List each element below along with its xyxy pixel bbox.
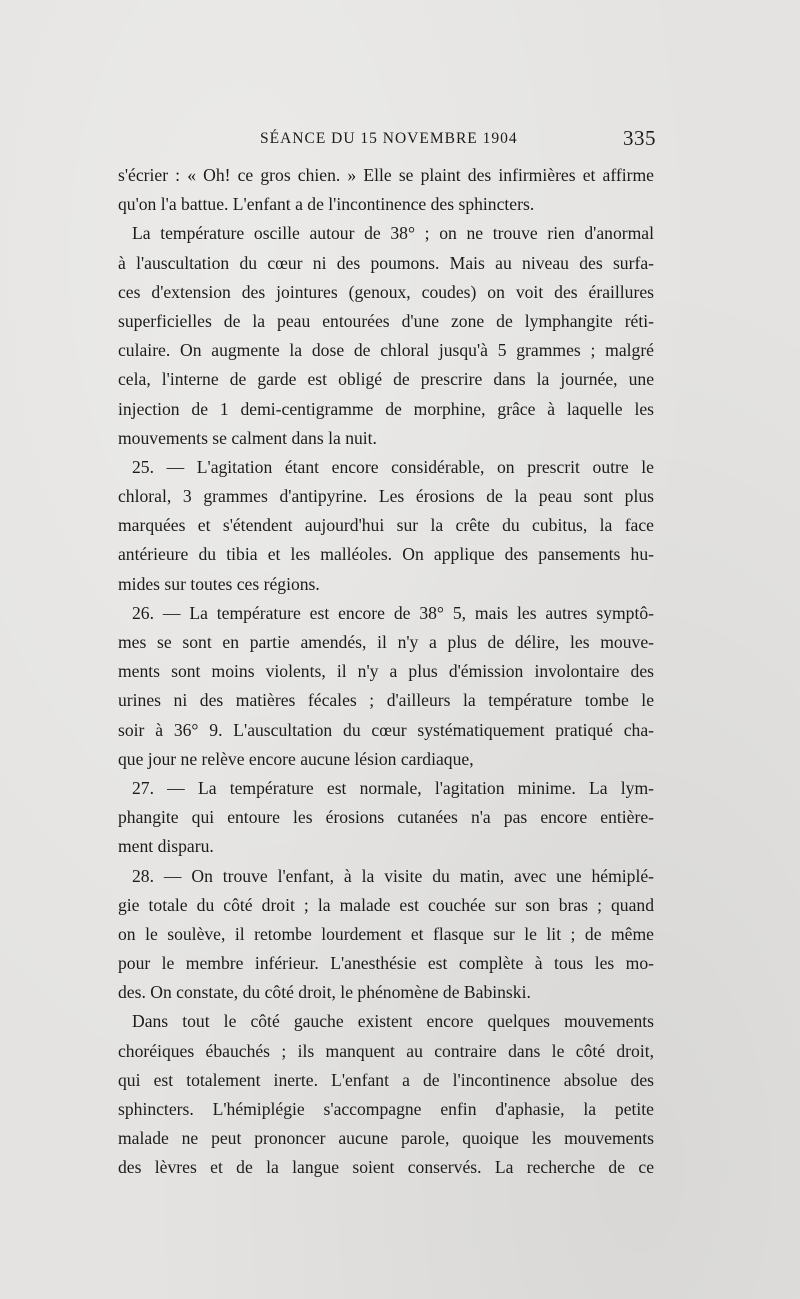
running-head: [118, 128, 654, 152]
text-line: La température oscille autour de 38° ; on ne trouve rien d'anormal: [132, 223, 654, 244]
text-line: à l'auscultation du cœur ni des poumons. Mais au niveau des surfa-: [118, 252, 654, 273]
text-line: gie totale du côté droit ; la malade est couchée sur son bras ; quand: [118, 894, 654, 915]
running-title: SÉANCE DU 15 NOVEMBRE 1904: [260, 130, 518, 147]
text-line: des lèvres et de la langue soient conservés. La recherche de ce: [118, 1157, 654, 1178]
text-line: qui est totalement inerte. L'enfant a de l'incontinence absolue des: [118, 1069, 654, 1090]
text-line: urines ni des matières fécales ; d'ailleurs la température tombe le: [118, 690, 654, 711]
text-line: superficielles de la peau entourées d'une zone de lymphangite réti-: [118, 310, 654, 331]
page-number: 335: [623, 126, 656, 150]
text-line: que jour ne relève encore aucune lésion cardiaque,: [118, 748, 474, 769]
text-line: qu'on l'a battue. L'enfant a de l'incontinence des sphincters.: [118, 194, 535, 215]
text-line: pour le membre inférieur. L'anesthésie est complète à tous les mo-: [118, 953, 654, 974]
text-line: des. On constate, du côté droit, le phénomène de Babinski.: [118, 982, 531, 1003]
text-line: on le soulève, il retombe lourdement et flasque sur le lit ; de même: [118, 923, 654, 944]
text-line: 27. — La température est normale, l'agitation minime. La lym-: [132, 777, 654, 798]
text-line: s'écrier : « Oh! ce gros chien. » Elle se plaint des infirmières et affirme: [118, 165, 654, 185]
text-line: mouvements se calment dans la nuit.: [118, 427, 377, 448]
text-line: 26. — La température est encore de 38° 5, mais les autres symptô-: [132, 602, 654, 623]
text-line: sphincters. L'hémiplégie s'accompagne enfin d'aphasie, la petite: [118, 1099, 654, 1119]
text-line: phangite qui entoure les érosions cutanées n'a pas encore entière-: [118, 807, 654, 828]
text-line: malade ne peut prononcer aucune parole, quoique les mouvements: [118, 1128, 654, 1149]
text-line: mides sur toutes ces régions.: [118, 573, 320, 594]
text-line: 25. — L'agitation étant encore considérable, on prescrit outre le: [132, 456, 654, 477]
text-line: antérieure du tibia et les malléoles. On applique des pansements hu-: [118, 544, 654, 565]
text-line: ments sont moins violents, il n'y a plus d'émission involontaire des: [118, 661, 654, 682]
text-line: marquées et s'étendent aujourd'hui sur la crête du cubitus, la face: [118, 515, 654, 536]
text-line: injection de 1 demi-centigramme de morphine, grâce à laquelle les: [118, 398, 654, 419]
text-line: soir à 36° 9. L'auscultation du cœur systématiquement pratiqué cha-: [118, 719, 654, 740]
text-line: choréiques ébauchés ; ils manquent au contraire dans le côté droit,: [118, 1040, 654, 1061]
text-line: ment disparu.: [118, 836, 214, 857]
text-line: chloral, 3 grammes d'antipyrine. Les érosions de la peau sont plus: [118, 486, 654, 507]
text-line: ces d'extension des jointures (genoux, coudes) on voit des éraillures: [118, 281, 654, 302]
text-line: culaire. On augmente la dose de chloral jusqu'à 5 grammes ; malgré: [118, 340, 654, 361]
text-line: 28. — On trouve l'enfant, à la visite du matin, avec une hémiplé-: [132, 865, 654, 886]
text-line: Dans tout le côté gauche existent encore quelques mouvements: [132, 1011, 654, 1032]
text-line: mes se sont en partie amendés, il n'y a plus de délire, les mouve-: [118, 632, 654, 652]
text-line: cela, l'interne de garde est obligé de prescrire dans la journée, une: [118, 369, 654, 390]
body-text: [118, 161, 654, 1183]
